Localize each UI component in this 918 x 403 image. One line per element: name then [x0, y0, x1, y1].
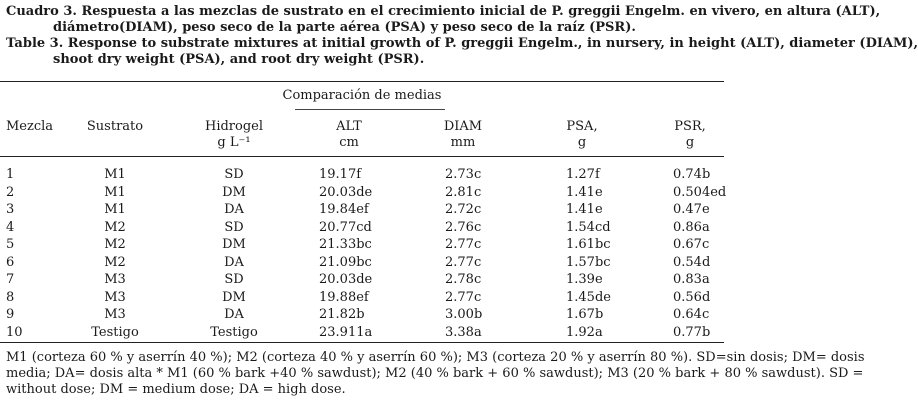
col-header-unit: g L⁻¹ — [217, 135, 251, 150]
group-rule — [295, 109, 445, 110]
cell-alt: 20.03de — [319, 272, 373, 287]
caption-en-line1: Response to substrate mixtures at initial growth of P. greggii Engelm., in nursery, in height (ALT), diameter (DIAM), — [67, 36, 918, 51]
cell-alt: 21.82b — [319, 307, 365, 322]
cell-sustrato: M2 — [104, 254, 126, 270]
cell-alt: 19.17f — [319, 167, 362, 182]
caption-en-line2: shoot dry weight (PSA), and root dry weight (PSR). — [53, 52, 425, 67]
cell-hidrogel: Testigo — [210, 324, 258, 340]
cell-mezcla: 5 — [6, 237, 15, 252]
cell-hidrogel: SD — [224, 219, 244, 235]
cell-psr: 0.56d — [673, 289, 711, 305]
col-header-unit: mm — [450, 135, 476, 150]
col-header-unit: cm — [339, 135, 359, 150]
col-header-label: Mezcla — [6, 119, 54, 134]
col-header-label: ALT — [336, 119, 362, 134]
cell-diam: 2.77c — [445, 237, 482, 252]
col-header-alt — [289, 119, 409, 151]
col-header-label: Hidrogel — [204, 119, 264, 134]
cell-diam: 2.77c — [445, 254, 482, 270]
cell-psa: 1.92a — [566, 324, 603, 340]
cell-diam: 2.76c — [445, 219, 482, 235]
caption-en — [6, 36, 918, 52]
footnote-line3: without dose; DM = medium dose; DA = high dose. — [6, 382, 346, 397]
col-header-unit: g — [685, 135, 695, 150]
cell-sustrato: M3 — [104, 289, 126, 305]
cell-alt: 23.911a — [319, 324, 373, 340]
col-header-label: DIAM — [443, 119, 483, 134]
cell-diam: 2.81c — [445, 184, 482, 200]
col-header-unit: g — [577, 135, 587, 150]
cell-alt: 20.03de — [319, 184, 373, 200]
cell-hidrogel: DA — [224, 202, 244, 217]
caption-es-line2: diámetro(DIAM), peso seco de la parte aérea (PSA) y peso seco de la raíz (PSR). — [53, 20, 636, 35]
cell-diam: 2.78c — [445, 272, 482, 287]
cell-diam: 2.77c — [445, 289, 482, 305]
cell-hidrogel: DA — [224, 307, 244, 322]
cell-sustrato: M1 — [104, 167, 126, 182]
cell-alt: 19.84ef — [319, 202, 369, 217]
cell-sustrato: M1 — [104, 184, 126, 200]
cell-sustrato: M2 — [104, 237, 126, 252]
cell-psa: 1.57bc — [566, 254, 611, 270]
caption-es — [6, 4, 881, 20]
top-rule — [0, 81, 724, 82]
cell-psa: 1.45de — [566, 289, 611, 305]
cell-mezcla: 8 — [6, 289, 15, 305]
cell-psa: 1.41e — [566, 184, 603, 200]
cell-sustrato: M3 — [104, 272, 126, 287]
cell-mezcla: 10 — [6, 324, 23, 340]
cell-hidrogel: DM — [222, 289, 246, 305]
cell-sustrato: M1 — [104, 202, 126, 217]
cell-hidrogel: DM — [222, 237, 246, 252]
cell-diam: 2.72c — [445, 202, 482, 217]
cell-mezcla: 3 — [6, 202, 15, 217]
cell-sustrato: M2 — [104, 219, 126, 235]
cell-sustrato: M3 — [104, 307, 126, 322]
cell-psr: 0.504ed — [673, 184, 727, 200]
cell-psr: 0.64c — [673, 307, 710, 322]
cell-psa: 1.27f — [566, 167, 600, 182]
bottom-rule — [0, 342, 724, 343]
col-header-sustrato — [55, 119, 175, 135]
cell-psa: 1.39e — [566, 272, 603, 287]
cell-psr: 0.86a — [673, 219, 710, 235]
col-header-diam — [403, 119, 523, 151]
cell-hidrogel: DM — [222, 184, 246, 200]
cell-mezcla: 1 — [6, 167, 15, 182]
table-footnote — [6, 350, 865, 398]
cell-alt: 21.09bc — [319, 254, 372, 270]
table-caption — [6, 4, 918, 68]
cell-hidrogel: SD — [224, 272, 244, 287]
cell-mezcla: 2 — [6, 184, 15, 200]
cell-sustrato: Testigo — [91, 324, 139, 340]
col-header-psr — [630, 119, 750, 151]
col-header-label: PSA, — [566, 119, 598, 134]
cell-psr: 0.47e — [673, 202, 710, 217]
cell-psr: 0.77b — [673, 324, 711, 340]
group-header: Comparación de medias — [282, 88, 442, 103]
cell-psa: 1.67b — [566, 307, 604, 322]
col-header-hidrogel — [174, 119, 294, 151]
cell-psa: 1.54cd — [566, 219, 611, 235]
cell-diam: 3.38a — [445, 324, 482, 340]
col-header-label: Sustrato — [86, 119, 144, 134]
caption-es-label: Cuadro 3. — [6, 4, 77, 19]
col-header-mezcla — [6, 119, 53, 135]
cell-psa: 1.41e — [566, 202, 603, 217]
cell-alt: 21.33bc — [319, 237, 372, 252]
cell-psr: 0.54d — [673, 254, 711, 270]
cell-diam: 3.00b — [445, 307, 483, 322]
footnote-line1: M1 (corteza 60 % y aserrín 40 %); M2 (corteza 40 % y aserrín 60 %); M3 (corteza 20 % y aserrín 80 %). SD=sin dosis; DM= dosis — [6, 350, 865, 365]
cell-psr: 0.67c — [673, 237, 710, 252]
cell-mezcla: 7 — [6, 272, 15, 287]
cell-psr: 0.83a — [673, 272, 710, 287]
cell-mezcla: 4 — [6, 219, 15, 235]
cell-hidrogel: DA — [224, 254, 244, 270]
cell-psa: 1.61bc — [566, 237, 611, 252]
header-rule — [0, 156, 724, 157]
footnote-line2: media; DA= dosis alta * M1 (60 % bark +40 % sawdust); M2 (40 % bark + 60 % sawdust); M3 (20 % bark + 80 % sawdust). SD = — [6, 366, 864, 381]
col-header-psa — [522, 119, 642, 151]
cell-hidrogel: SD — [224, 167, 244, 182]
cell-psr: 0.74b — [673, 167, 711, 182]
cell-diam: 2.73c — [445, 167, 482, 182]
cell-alt: 19.88ef — [319, 289, 369, 305]
cell-alt: 20.77cd — [319, 219, 372, 235]
cell-mezcla: 6 — [6, 254, 15, 270]
caption-es-line1: Respuesta a las mezclas de sustrato en el crecimiento inicial de P. greggii Engelm. en vivero, en altura (ALT), — [81, 4, 881, 19]
col-header-label: PSR, — [674, 119, 706, 134]
caption-en-label: Table 3. — [6, 36, 64, 51]
cell-mezcla: 9 — [6, 307, 15, 322]
